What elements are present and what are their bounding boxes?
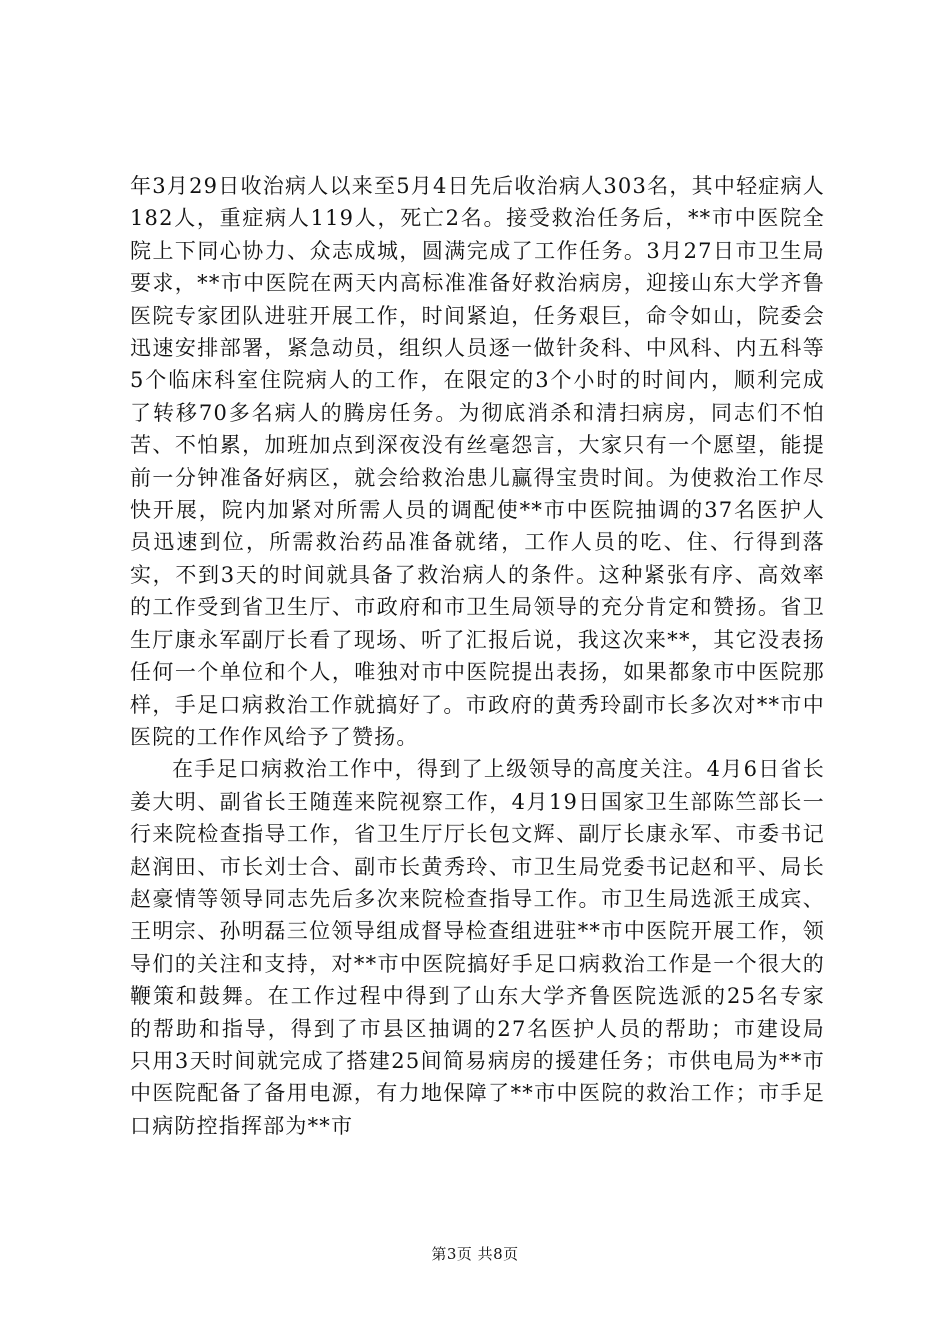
paragraph-2: 在手足口病救治工作中，得到了上级领导的高度关注。4月6日省长姜大明、副省长王随莲来院视察工作，4月19日国家卫生部陈竺部长一行来院检查指导工作，省卫生厅厅长包文辉、副厅长康永军、市委书记赵润田、市长刘士合、副市长黄秀玲、市卫生局党委书记赵和平、局长赵豪情等领导同志先后多次来院检查指导工作。市卫生局选派王成宾、王明宗、孙明磊三位领导组成督导检查组进驻**市中医院开展工作，领导们的关注和支持，对**市中医院搞好手足口病救治工作是一个很大的鞭策和鼓舞。在工作过程中得到了山东大学齐鲁医院选派的25名专家的帮助和指导，得到了市县区抽调的27名医护人员的帮助；市建设局只用3天时间就完成了搭建25间简易病房的援建任务；市供电局为**市中医院配备了备用电源，有力地保障了**市中医院的救治工作；市手足口病防控指挥部为**市 xyxy=(130,757,825,1138)
page-footer xyxy=(0,1243,950,1264)
page-number-label: 第3页 共8页 xyxy=(431,1245,519,1263)
document-body xyxy=(130,170,825,1142)
paragraph-1: 年3月29日收治病人以来至5月4日先后收治病人303名，其中轻症病人182人，重症病人119人，死亡2名。接受救治任务后，**市中医院全院上下同心协力、众志成城，圆满完成了工作任务。3月27日市卫生局要求，**市中医院在两天内高标准准备好救治病房，迎接山东大学齐鲁医院专家团队进驻开展工作，时间紧迫，任务艰巨，命令如山，院委会迅速安排部署，紧急动员，组织人员逐一做针灸科、中风科、内五科等5个临床科室住院病人的工作，在限定的3个小时的时间内，顺利完成了转移70多名病人的腾房任务。为彻底消杀和清扫病房，同志们不怕苦、不怕累，加班加点到深夜没有丝毫怨言，大家只有一个愿望，能提前一分钟准备好病区，就会给救治患儿赢得宝贵时间。为使救治工作尽快开展，院内加紧对所需人员的调配使**市中医院抽调的37名医护人员迅速到位，所需救治药品准备就绪，工作人员的吃、住、行得到落实，不到3天的时间就具备了救治病人的条件。这种紧张有序、高效率的工作受到省卫生厅、市政府和市卫生局领导的充分肯定和赞扬。省卫生厅康永军副厅长看了现场、听了汇报后说，我这次来**，其它没表扬任何一个单位和个人，唯独对市中医院提出表扬，如果都象市中医院那样，手足口病救治工作就搞好了。市政府的黄秀玲副市长多次对**市中医院的工作作风给予了赞扬。 xyxy=(130,174,825,749)
